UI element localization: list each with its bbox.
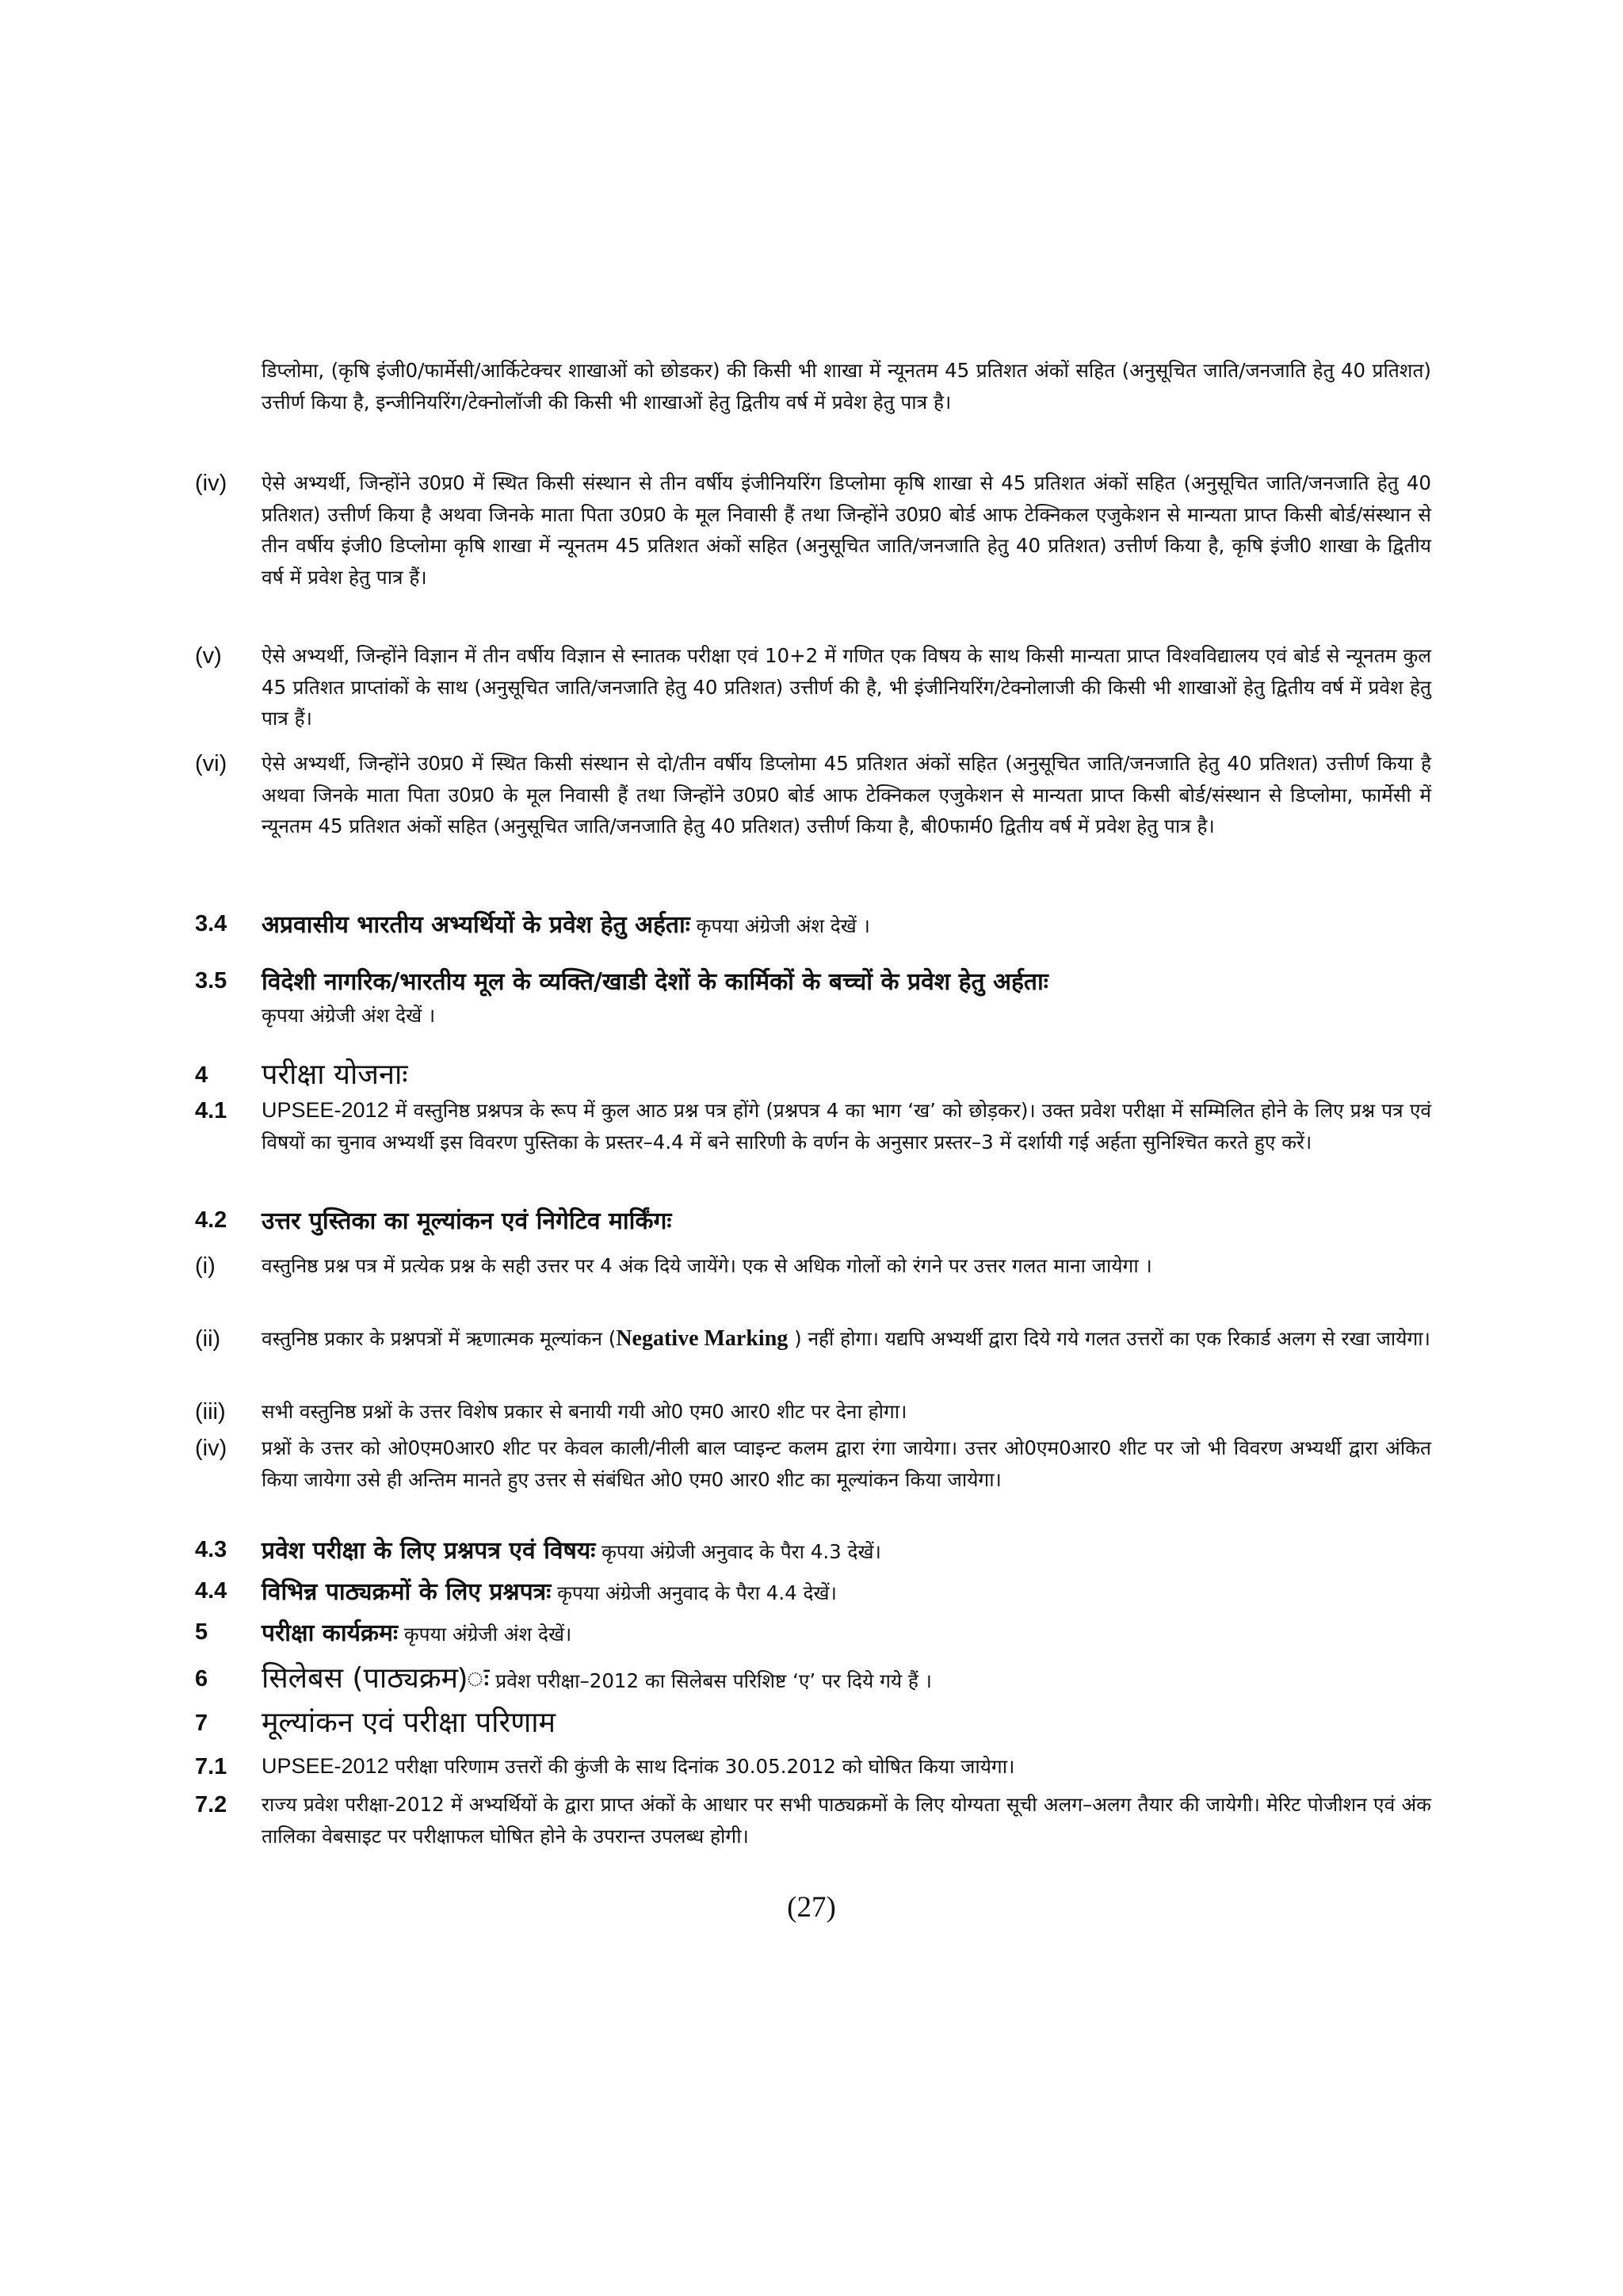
section-number: 7.1 (195, 1754, 227, 1779)
item-number: (iv) (195, 471, 227, 496)
continued-paragraph (195, 355, 1431, 418)
section-text: परीक्षा परिणाम उत्तरों की कुंजी के साथ दिनांक 30.05.2012 को घोषित किया जायेगा। (395, 1755, 1015, 1778)
section-4-1 (195, 1095, 1431, 1158)
section-4 (195, 1057, 1431, 1093)
list-item (195, 1432, 1431, 1495)
item-text: ) नहीं होगा। यद्यपि अभ्यर्थी द्वारा दिये गये गलत उत्तरों का एक रिकार्ड अलग से रखा जायेगा। (794, 1327, 1430, 1350)
section-number: 7.2 (195, 1792, 227, 1817)
paragraph-text: डिप्लोमा, (कृषि इंजी0/फार्मेसी/आर्किटेक्चर शाखाओं को छोडकर) की किसी भी शाखा में न्यूनतम 45 प्रतिशत अंकों सहित (अनुसूचित जाति/जनजाति हेतु 40 प्रतिशत) उत्तीर्ण किया है, इन्जीनियरिंग/टेक्नोलॉजी की किसी भी शाखाओं हेतु द्वितीय वर्ष में प्रवेश हेतु पात्र है। (262, 359, 1431, 414)
section-heading: विभिन्न पाठ्यक्रमों के लिए प्रश्नपत्रः (262, 1578, 552, 1606)
page-number: (27) (787, 1891, 836, 1924)
list-item (195, 640, 1431, 734)
section-5 (195, 1616, 1431, 1651)
item-number: (vi) (195, 751, 227, 776)
section-number: 4.2 (195, 1207, 227, 1233)
section-heading: उत्तर पुस्तिका का मूल्यांकन एवं निगेटिव मार्किंगः (262, 1207, 672, 1235)
item-text: ऐसे अभ्यर्थी, जिन्होंने विज्ञान में तीन वर्षीय विज्ञान से स्नातक परीक्षा एवं 10+2 में गणित एक विषय के साथ किसी मान्यता प्राप्त विश्वविद्यालय एवं बोर्ड से न्यूनतम कुल 45 प्रतिशत प्राप्तांकों के साथ (अनुसूचित जाति/जनजाति हेतु 40 प्रतिशत) उत्तीर्ण की है, भी इंजीनियरिंग/टेक्नोलाजी की किसी भी शाखाओं हेतु द्वितीय वर्ष में प्रवेश हेतु पात्र हैं। (262, 644, 1431, 730)
section-text: में वस्तुनिष्ठ प्रश्नपत्र के रूप में कुल आठ प्रश्न पत्र होंगे (प्रश्नपत्र 4 का भाग ‘ख’ को छोड़कर)। उक्त प्रवेश परीक्षा में सम्मिलित होने के लिए प्रश्न पत्र एवं विषयों का चुनाव अभ्यर्थी इस विवरण पुस्तिका के प्रस्तर–4.4 में बने सारिणी के वर्णन के अनुसार प्रस्तर–3 में दर्शायी गई अर्हता सुनिश्चित करते हुए करें। (262, 1099, 1431, 1154)
list-item (195, 1396, 1431, 1428)
section-note: प्रवेश परीक्षा–2012 का सिलेबस परिशिष्ट ‘ए’ पर दिये गये हैं । (495, 1669, 932, 1692)
section-4-3 (195, 1534, 1431, 1569)
section-number: 7 (195, 1711, 208, 1736)
section-note: कृपया अंग्रेजी अंश देखें । (262, 1004, 436, 1027)
section-number: 3.5 (195, 968, 227, 994)
section-heading: विदेशी नागरिक/भारतीय मूल के व्यक्ति/खाडी देशों के कार्मिकों के बच्चों के प्रवेश हेतु अर्हताः (262, 968, 1048, 996)
list-item (195, 1323, 1431, 1355)
section-number: 5 (195, 1619, 208, 1645)
item-number: (iv) (195, 1436, 227, 1461)
exam-name: UPSEE-2012 (262, 1098, 389, 1122)
section-heading: प्रवेश परीक्षा के लिए प्रश्नपत्र एवं विषयः (262, 1537, 596, 1565)
exam-name: UPSEE-2012 (262, 1754, 389, 1778)
section-number: 3.4 (195, 911, 227, 936)
section-4-2 (195, 1204, 1431, 1239)
section-4-4 (195, 1575, 1431, 1610)
section-number: 4.4 (195, 1578, 227, 1604)
section-note: कृपया अंग्रेजी अनुवाद के पैरा 4.3 देखें। (601, 1540, 881, 1563)
section-note: कृपया अंग्रेजी अनुवाद के पैरा 4.4 देखें। (557, 1581, 837, 1604)
list-item (195, 1250, 1431, 1282)
item-text: वस्तुनिष्ठ प्रश्न पत्र में प्रत्येक प्रश्न के सही उत्तर पर 4 अंक दिये जायेंगे। एक से अधिक गोलों को रंगने पर उत्तर गलत माना जायेगा । (262, 1254, 1152, 1277)
section-number: 4.3 (195, 1537, 227, 1562)
section-note: कृपया अंग्रेजी अंश देखें। (403, 1623, 572, 1646)
list-item (195, 467, 1431, 593)
section-heading: परीक्षा कार्यक्रमः (262, 1619, 399, 1647)
section-3-4 (195, 908, 1431, 943)
section-number: 4 (195, 1062, 208, 1088)
item-text: प्रश्नों के उत्तर को ओ0एम0आर0 शीट पर केवल काली/नीली बाल प्वाइन्ट कलम द्वारा रंगा जायेगा। उत्तर ओ0एम0आर0 शीट पर जो भी विवरण अभ्यर्थी द्वारा अंकित किया जायेगा उसे ही अन्तिम मानते हुए उत्तर से संबंधित ओ0 एम0 आर0 शीट का मूल्यांकन किया जायेगा। (262, 1436, 1431, 1491)
item-text: ऐसे अभ्यर्थी, जिन्होंने उ0प्र0 में स्थित किसी संस्थान से तीन वर्षीय इंजीनियरिंग डिप्लोमा कृषि शाखा से 45 प्रतिशत अंकों सहित (अनुसूचित जाति/जनजाति हेतु 40 प्रतिशत) उत्तीर्ण किया है अथवा जिनके माता पिता उ0प्र0 के मूल निवासी हैं तथा जिन्होंने उ0प्र0 बोर्ड आफ टेक्निकल एजुकेशन से मान्यता प्राप्त किसी बोर्ड/संस्थान से तीन वर्षीय इंजी0 डिप्लोमा कृषि शाखा में न्यूनतम 45 प्रतिशत अंकों सहित (अनुसूचित जाति/जनजाति हेतु 40 प्रतिशत) उत्तीर्ण किया है, कृषि इंजी0 शाखा के द्वितीय वर्ष में प्रवेश हेतु पात्र हैं। (262, 471, 1431, 589)
section-number: 6 (195, 1666, 208, 1691)
section-7-1 (195, 1751, 1431, 1783)
list-item (195, 748, 1431, 842)
section-3-5 (195, 965, 1431, 1032)
item-text: ऐसे अभ्यर्थी, जिन्होंने उ0प्र0 में स्थित किसी संस्थान से दो/तीन वर्षीय डिप्लोमा 45 प्रतिशत अंकों सहित (अनुसूचित जाति/जनजाति हेतु 40 प्रतिशत) उत्तीर्ण किया है अथवा जिनके माता पिता उ0प्र0 के मूल निवासी हैं तथा जिन्होंने उ0प्र0 बोर्ड आफ टेक्निकल एजुकेशन से मान्यता प्राप्त किसी बोर्ड/संस्थान से डिप्लोमा, फार्मेसी में न्यूनतम 45 प्रतिशत अंकों सहित (अनुसूचित जाति/जनजाति हेतु 40 प्रतिशत) उत्तीर्ण किया है, बी0फार्म0 द्वितीय वर्ष में प्रवेश हेतु पात्र है। (262, 752, 1431, 837)
negative-marking-term: Negative Marking (616, 1326, 789, 1351)
item-number: (v) (195, 643, 222, 669)
section-7-2 (195, 1789, 1431, 1852)
section-heading: सिलेबस (पाठ्यक्रम)ः (262, 1662, 490, 1695)
section-heading: मूल्यांकन एवं परीक्षा परिणाम (262, 1707, 556, 1739)
section-6 (195, 1661, 1431, 1697)
item-number: (ii) (195, 1326, 221, 1352)
item-number: (i) (195, 1253, 216, 1279)
section-7 (195, 1705, 1431, 1741)
section-note: कृपया अंग्रेजी अंश देखें । (696, 914, 870, 937)
section-number: 4.1 (195, 1098, 227, 1123)
item-text: सभी वस्तुनिष्ठ प्रश्नों के उत्तर विशेष प्रकार से बनायी गयी ओ0 एम0 आर0 शीट पर देना होगा। (262, 1400, 907, 1423)
section-heading: अप्रवासीय भारतीय अभ्यर्थियों के प्रवेश हेतु अर्हताः (262, 911, 690, 939)
item-number: (iii) (195, 1399, 226, 1425)
section-heading: परीक्षा योजनाः (262, 1058, 408, 1091)
item-text: वस्तुनिष्ठ प्रकार के प्रश्नपत्रों में ऋणात्मक मूल्यांकन ( (262, 1327, 617, 1350)
section-text: राज्य प्रवेश परीक्षा-2012 में अभ्यर्थियों के द्वारा प्राप्त अंकों के आधार पर सभी पाठ्यक्रमों के लिए योग्यता सूची अलग–अलग तैयार की जायेगी। मेरिट पोजीशन एवं अंक तालिका वेबसाइट पर परीक्षाफल घोषित होने के उपरान्त उपलब्ध होगी। (262, 1793, 1431, 1848)
